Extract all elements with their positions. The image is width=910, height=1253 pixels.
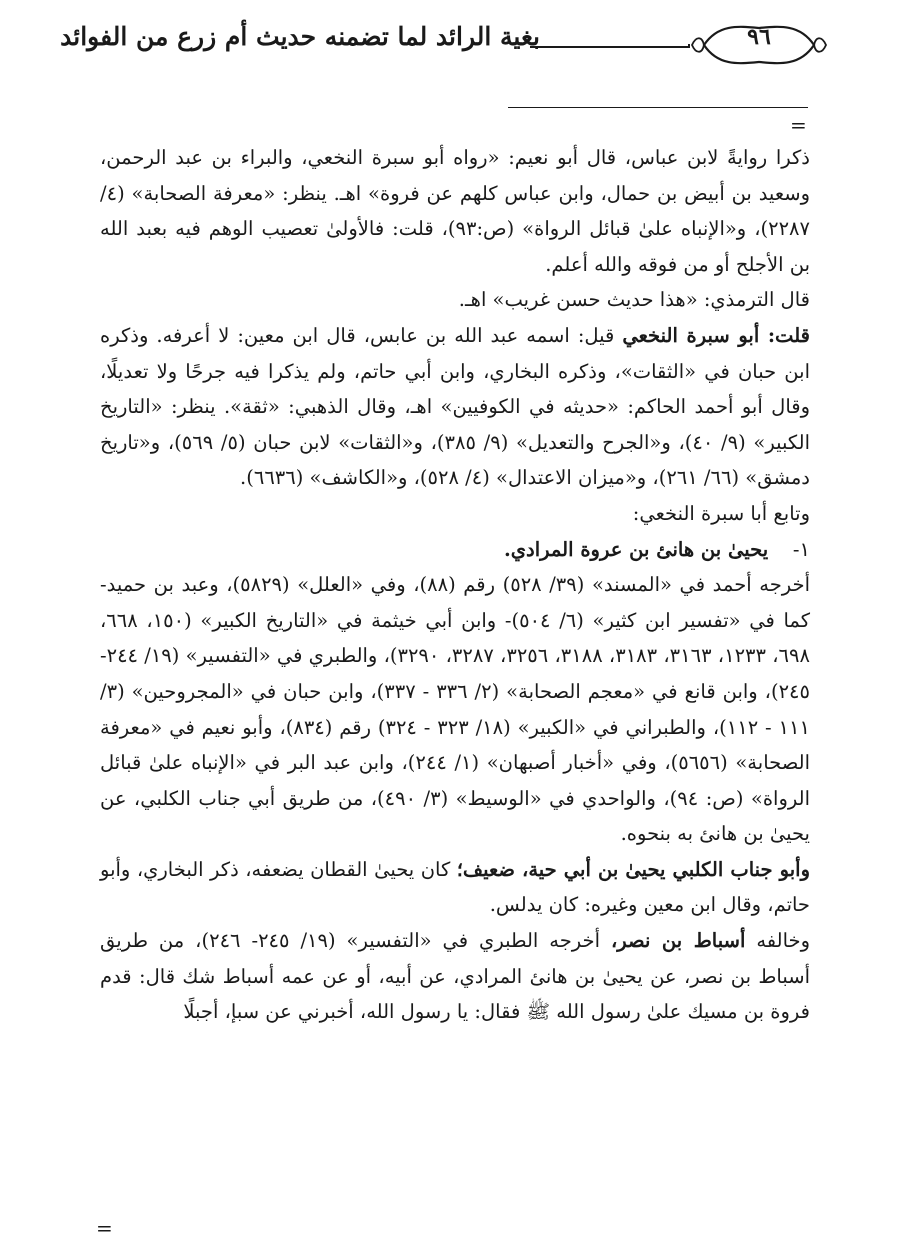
paragraph: وتابع أبا سبرة النخعي: (632, 501, 810, 525)
header-rule (530, 46, 690, 48)
item-number: ١- (792, 537, 810, 561)
bold-lead: قلت: أبو سبرة النخعي (622, 323, 810, 347)
item-title: يحيىٰ بن هانئ بن عروة المرادي. (504, 537, 769, 561)
paragraph-text: قيل: اسمه عبد الله بن عابس، قال ابن معين: لا أعرفه. وذكره ابن حبان في «الثقات»، وذكره البخاري، وابن أبي حاتم، ولم يذكرا فيه جرحًا ولا تعديلًا، وقال أبو أحمد الحاكم: «حديثه في الكوفيين» اهـ، وقال الذهبي: «ثقة». ينظر: «التاريخ الكبير» (٩/ ٤٠)، و«الجرح والتعديل» (٩/ ٣٨٥)، و«الثقات» لابن حبان (٥/ ٥٦٩)، و«تاريخ دمشق» (٦٦/ ٢٦١)، و«ميزان الاعتدال» (٤/ ٥٢٨)، و«الكاشف» (٦٦٣٦). (100, 323, 810, 490)
bold-lead: وأبو جناب الكلبي يحيىٰ بن أبي حية، ضعيف؛ (456, 857, 810, 881)
continuation-mark: = (790, 113, 807, 137)
bold-name: أسباط بن نصر، (610, 929, 746, 953)
paragraph (100, 318, 810, 496)
footnote-separator (508, 107, 808, 108)
paragraph: أخرجه أحمد في «المسند» (٣٩/ ٥٢٨) رقم (٨٨)، وفي «العلل» (٥٨٢٩)، وعبد بن حميد- كما في «تفسير ابن كثير» (٦/ ٥٠٤)- وابن أبي خيثمة في «التاريخ الكبير» (١٥٠، ٦٦٨، ٦٩٨، ١٢٣٣، ٣١٦٣، ٣١٨٣، ٣١٨٨، ٣٢٥٦، ٣٢٨٧، ٣٢٩٠)، والطبري في «التفسير» (١٩/ ٢٤٤- ٢٤٥)، وابن قانع في «معجم الصحابة» (٢/ ٣٣٦ - ٣٣٧)، وابن حبان في «المجروحين» (٣/ ١١١ - ١١٢)، والطبراني في «الكبير» (١٨/ ٣٢٣ - ٣٢٤) رقم (٨٣٤)، وأبو نعيم في «معرفة الصحابة» (٥٦٥٦)، وفي «أخبار أصبهان» (١/ ٢٤٤)، وابن عبد البر في «الإنباه علىٰ قبائل الرواة» (ص: ٩٤)، والواحدي في «الوسيط» (٣/ ٤٩٠)، من طريق أبي جناب الكلبي، عن يحيىٰ بن هانئ به بنحوه. (100, 573, 810, 846)
paragraph (100, 852, 810, 923)
page-number: ٩٦ (747, 24, 771, 50)
paragraph (100, 923, 810, 1030)
paragraph: قال الترمذي: «هذا حديث حسن غريب» اهـ. (458, 288, 810, 312)
numbered-heading (100, 532, 810, 568)
paragraph-text: أخرجه الطبري في «التفسير» (١٩/ ٢٤٥- ٢٤٦)، من طريق أسباط بن نصر، عن يحيىٰ بن هانئ المرادي، عن أبيه، أو عن عمه أسباط شك قال: قدم فروة بن مسيك علىٰ رسول الله ﷺ فقال: يا رسول الله، أخبرني عن سبإ، أجبلًا (100, 929, 810, 1024)
continuation-mark-bottom: = (96, 1216, 113, 1240)
footnote-body (100, 140, 810, 1030)
paragraph-text: كان يحيىٰ القطان يضعفه، ذكر البخاري، وأبو حاتم، وقال ابن معين وغيره: كان يدلس. (100, 857, 810, 917)
paragraph-text: وخالفه (745, 929, 811, 953)
paragraph: ذكرا روايةً لابن عباس، قال أبو نعيم: «رواه أبو سبرة النخعي، والبراء بن عبد الرحمن، وسعيد بن أبيض بن حمال، وابن عباس كلهم عن فروة» اهـ. ينظر: «معرفة الصحابة» (٤/ ٢٢٨٧)، و«الإنباه علىٰ قبائل الرواة» (ص:٩٣)، قلت: فالأولىٰ تعصيب الوهم فيه بعبد الله بن الأجلح أو من فوقه والله أعلم. (100, 146, 810, 276)
running-title: بغية الرائد لما تضمنه حديث أم زرع من الفوائد (60, 22, 540, 51)
page-header (0, 0, 910, 100)
